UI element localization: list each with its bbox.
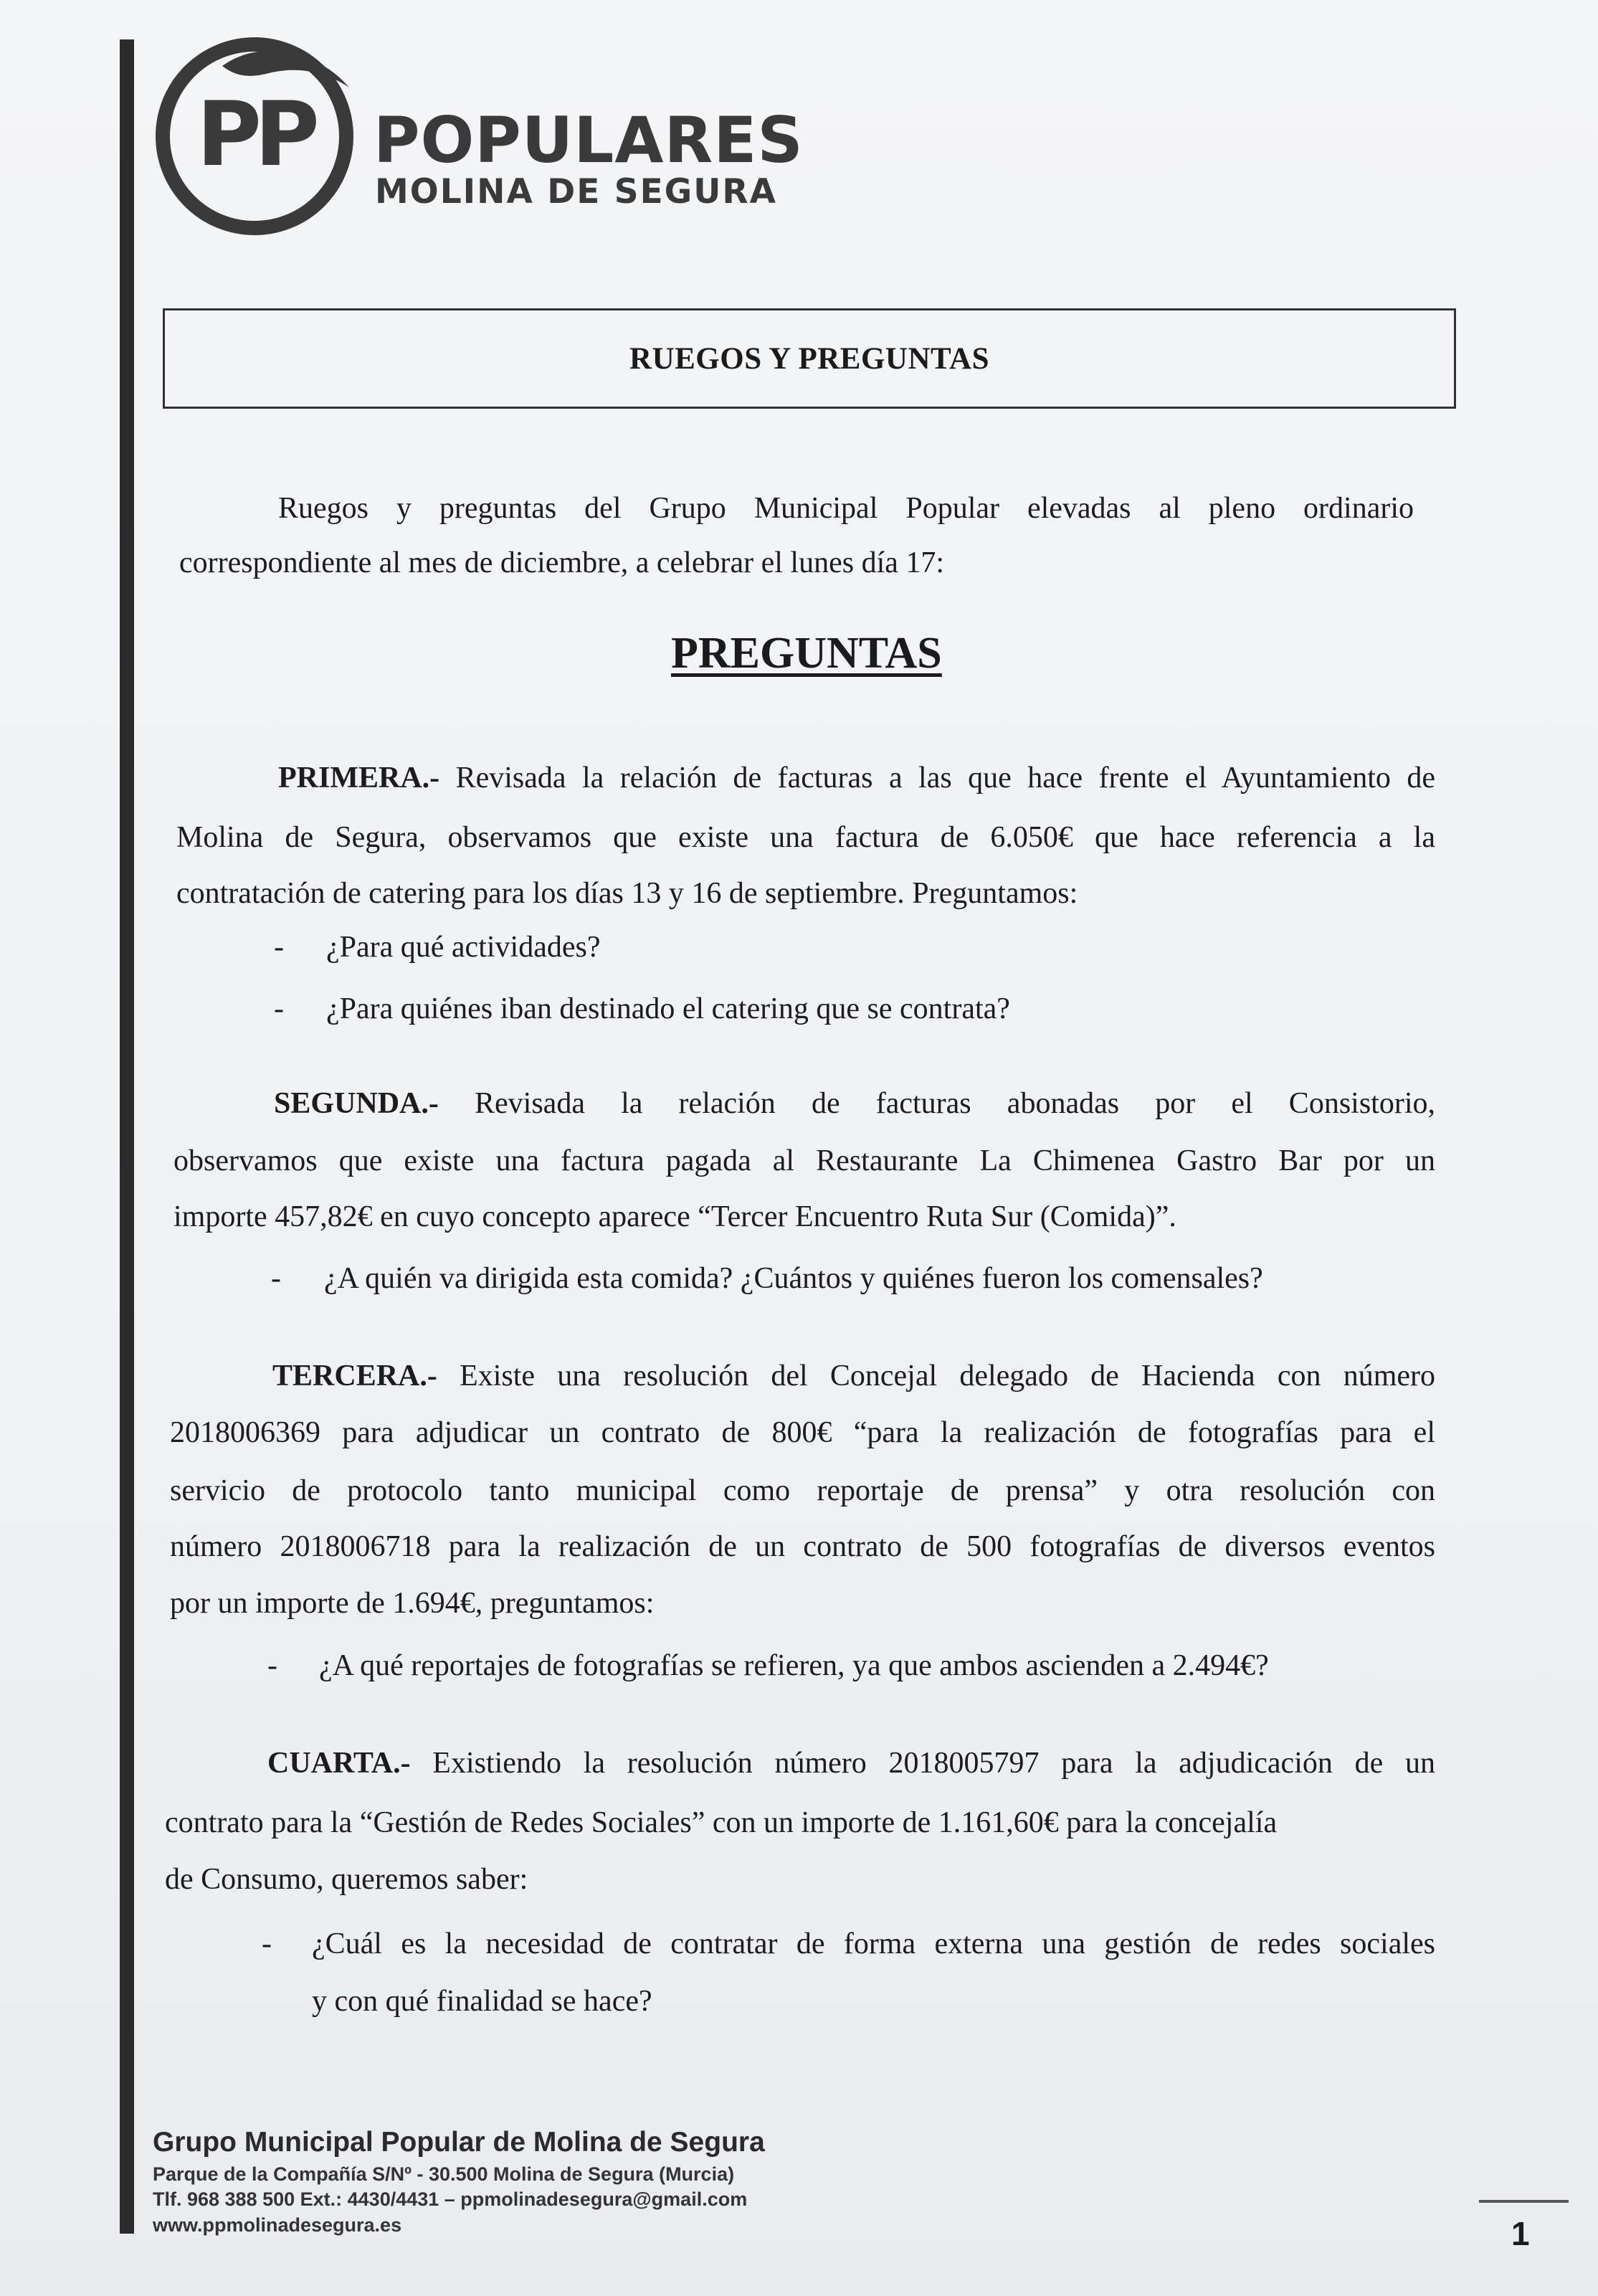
footer-org: Grupo Municipal Popular de Molina de Segura — [153, 2127, 765, 2158]
q4-line-3: de Consumo, queremos saber: — [165, 1863, 528, 1896]
document-title: RUEGOS Y PREGUNTAS — [629, 341, 989, 376]
svg-text:PP: PP — [196, 83, 313, 186]
q3-line-5: por un importe de 1.694€, preguntamos: — [170, 1587, 655, 1620]
q1-label: PRIMERA.- — [278, 762, 440, 794]
title-box — [163, 308, 1456, 409]
footer-contact: Tlf. 968 388 500 Ext.: 4430/4431 – ppmolinadesegura@gmail.com — [153, 2188, 748, 2210]
footer-address: Parque de la Compañía S/Nº - 30.500 Molina de Segura (Murcia) — [153, 2163, 735, 2185]
q1-line-1-text: Revisada la relación de facturas a las que hace frente el Ayuntamiento de — [439, 762, 1435, 794]
q2-line-3: importe 457,82€ en cuyo concepto aparece “Tercer Encuentro Ruta Sur (Comida)”. — [173, 1200, 1176, 1233]
bullet-marker: - — [262, 1927, 272, 1960]
page-number: 1 — [1511, 2215, 1530, 2252]
left-margin-bar — [120, 39, 134, 2234]
party-logo — [154, 37, 804, 245]
logo-name: POPULARES — [374, 103, 804, 177]
q2-bullet-1: ¿A quién va dirigida esta comida? ¿Cuántos y quiénes fueron los comensales? — [324, 1262, 1263, 1295]
q4-label: CUARTA.- — [267, 1747, 411, 1780]
intro-line-2: correspondiente al mes de diciembre, a celebrar el lunes día 17: — [179, 546, 945, 579]
q4-line-1-text: Existiendo la resolución número 2018005797 para la adjudicación de un — [410, 1747, 1435, 1780]
footer-web: www.ppmolinadesegura.es — [153, 2214, 402, 2236]
q1-line-1 — [278, 763, 1435, 793]
q3-line-1-text: Existe una resolución del Concejal delegado de Hacienda con número — [437, 1360, 1435, 1393]
bullet-marker: - — [271, 1262, 281, 1295]
intro-line-1: Ruegos y preguntas del Grupo Municipal Popular elevadas al pleno ordinario — [278, 492, 1414, 525]
q3-line-1 — [272, 1361, 1435, 1391]
q2-label: SEGUNDA.- — [274, 1087, 439, 1120]
q3-label: TERCERA.- — [272, 1360, 437, 1393]
q4-bullet-1: ¿Cuál es la necesidad de contratar de forma externa una gestión de redes sociales — [312, 1927, 1435, 1960]
q4-line-2: contrato para la “Gestión de Redes Sociales” con un importe de 1.161,60€ para la concejalía — [165, 1806, 1278, 1839]
q4-line-1 — [267, 1748, 1435, 1778]
q3-bullet-1: ¿A qué reportajes de fotografías se refieren, ya que ambos ascienden a 2.494€? — [319, 1649, 1269, 1682]
logo-subtitle: MOLINA DE SEGURA — [375, 172, 777, 212]
q1-line-3: contratación de catering para los días 13 y 16 de septiembre. Preguntamos: — [176, 877, 1078, 910]
pp-logo-icon — [154, 37, 362, 245]
section-heading: PREGUNTAS — [671, 629, 942, 678]
q1-line-2: Molina de Segura, observamos que existe una factura de 6.050€ que hace referencia a la — [176, 821, 1435, 854]
bullet-marker: - — [274, 992, 284, 1025]
page-number-rule — [1479, 2200, 1569, 2203]
q3-line-4: número 2018006718 para la realización de un contrato de 500 fotografías de diversos eventos — [170, 1530, 1435, 1563]
q4-bullet-2: y con qué finalidad se hace? — [312, 1985, 652, 2018]
q3-line-2: 2018006369 para adjudicar un contrato de 800€ “para la realización de fotografías para el — [170, 1416, 1435, 1449]
q2-line-2: observamos que existe una factura pagada al Restaurante La Chimenea Gastro Bar por un — [173, 1144, 1435, 1177]
bullet-marker: - — [267, 1649, 277, 1682]
bullet-marker: - — [274, 931, 284, 964]
q1-bullet-2: ¿Para quiénes iban destinado el catering que se contrata? — [326, 992, 1010, 1025]
q2-line-1-text: Revisada la relación de facturas abonadas por el Consistorio, — [438, 1087, 1435, 1120]
q1-bullet-1: ¿Para qué actividades? — [326, 931, 601, 964]
q3-line-3: servicio de protocolo tanto municipal como reportaje de prensa” y otra resolución con — [170, 1474, 1435, 1507]
q2-line-1 — [274, 1088, 1435, 1119]
